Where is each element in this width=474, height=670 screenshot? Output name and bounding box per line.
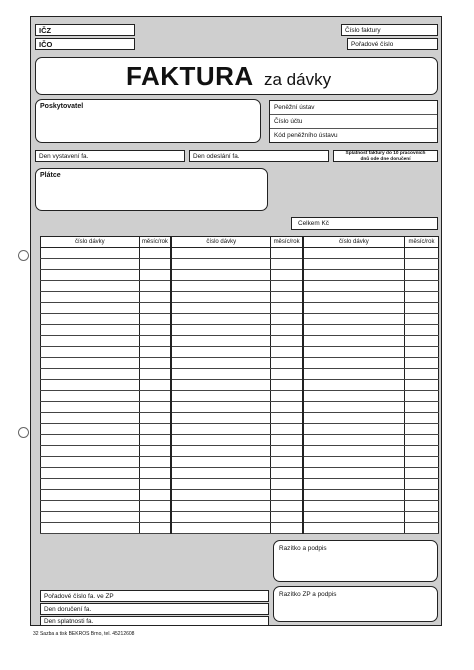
month-year-cell[interactable] <box>404 468 438 479</box>
month-year-cell[interactable] <box>404 325 438 336</box>
batch-number-cell[interactable] <box>303 413 405 424</box>
month-year-cell[interactable] <box>139 523 171 534</box>
month-year-cell[interactable] <box>404 435 438 446</box>
batch-number-cell[interactable] <box>41 292 140 303</box>
month-year-cell[interactable] <box>404 490 438 501</box>
issue-date-label: Den vystavení fa. <box>39 153 89 160</box>
table-row <box>41 468 439 479</box>
month-year-cell[interactable] <box>404 336 438 347</box>
month-year-cell[interactable] <box>404 347 438 358</box>
zp-stamp-box[interactable] <box>273 586 438 622</box>
batch-number-cell[interactable] <box>303 479 405 490</box>
table-row <box>41 391 439 402</box>
title-box <box>35 57 438 95</box>
month-year-cell[interactable] <box>404 281 438 292</box>
month-year-cell[interactable] <box>139 292 171 303</box>
month-year-cell[interactable] <box>139 391 171 402</box>
batch-number-cell[interactable] <box>171 270 271 281</box>
month-year-cell[interactable] <box>271 314 303 325</box>
month-year-cell[interactable] <box>404 402 438 413</box>
batch-number-cell[interactable] <box>41 490 140 501</box>
due-date-field[interactable] <box>40 616 269 626</box>
supplier-box[interactable] <box>35 99 261 143</box>
batch-number-cell[interactable] <box>41 336 140 347</box>
month-year-cell[interactable] <box>139 424 171 435</box>
month-year-cell[interactable] <box>404 292 438 303</box>
month-year-cell[interactable] <box>271 259 303 270</box>
table-row <box>41 248 439 259</box>
zp-sequence-label: Pořadové číslo fa. ve ZP <box>44 593 114 600</box>
sequence-number-field[interactable] <box>347 38 438 50</box>
table-row <box>41 270 439 281</box>
month-year-cell[interactable] <box>139 347 171 358</box>
month-year-cell[interactable] <box>139 358 171 369</box>
batch-number-cell[interactable] <box>303 314 405 325</box>
batch-number-cell[interactable] <box>303 501 405 512</box>
batch-number-cell[interactable] <box>171 413 271 424</box>
month-year-cell[interactable] <box>271 358 303 369</box>
batch-number-cell[interactable] <box>171 281 271 292</box>
month-year-cell[interactable] <box>271 435 303 446</box>
batch-number-cell[interactable] <box>41 468 140 479</box>
batch-number-cell[interactable] <box>171 424 271 435</box>
batch-number-cell[interactable] <box>41 281 140 292</box>
month-year-cell[interactable] <box>139 303 171 314</box>
month-year-cell[interactable] <box>139 281 171 292</box>
month-year-cell[interactable] <box>404 314 438 325</box>
month-year-cell[interactable] <box>139 501 171 512</box>
batch-number-cell[interactable] <box>171 358 271 369</box>
batch-number-cell[interactable] <box>303 446 405 457</box>
batch-number-cell[interactable] <box>41 248 140 259</box>
batch-number-cell[interactable] <box>303 248 405 259</box>
month-year-cell[interactable] <box>271 281 303 292</box>
batch-number-cell[interactable] <box>41 369 140 380</box>
sequence-number-label: Pořadové číslo <box>351 41 394 48</box>
due-note <box>334 151 437 162</box>
icz-label: IČZ <box>39 26 52 35</box>
batch-number-cell[interactable] <box>171 468 271 479</box>
table-row <box>41 479 439 490</box>
batch-number-cell[interactable] <box>171 380 271 391</box>
due-note-line2: dnů ode dne doručení <box>360 156 411 162</box>
batch-number-cell[interactable] <box>171 457 271 468</box>
month-year-cell[interactable] <box>271 303 303 314</box>
table-row <box>41 314 439 325</box>
batch-number-cell[interactable] <box>171 303 271 314</box>
month-year-cell[interactable] <box>271 446 303 457</box>
month-year-cell[interactable] <box>404 270 438 281</box>
month-year-cell[interactable] <box>271 336 303 347</box>
batch-number-cell[interactable] <box>41 479 140 490</box>
bank-info-box <box>269 100 438 143</box>
month-year-cell[interactable] <box>404 259 438 270</box>
month-year-cell[interactable] <box>271 424 303 435</box>
month-year-cell[interactable] <box>139 435 171 446</box>
invoice-number-label: Číslo faktury <box>345 27 381 34</box>
batch-number-cell[interactable] <box>171 490 271 501</box>
sent-date-field[interactable] <box>189 150 329 162</box>
month-year-cell[interactable] <box>139 413 171 424</box>
batch-number-cell[interactable] <box>41 435 140 446</box>
table-row <box>41 380 439 391</box>
due-note-line1: Splatnost faktury do 10 pracovních <box>345 151 426 156</box>
stamp-label: Razítko a podpis <box>279 545 327 552</box>
sent-date-label: Den odeslání fa. <box>193 153 240 160</box>
ico-field[interactable] <box>35 38 135 50</box>
account-label: Číslo účtu <box>274 118 303 125</box>
month-year-cell[interactable] <box>404 248 438 259</box>
batch-number-cell[interactable] <box>303 424 405 435</box>
zp-stamp-label: Razítko ZP a podpis <box>279 591 337 598</box>
batch-number-cell[interactable] <box>171 501 271 512</box>
batch-number-cell[interactable] <box>171 523 271 534</box>
batch-number-cell[interactable] <box>41 303 140 314</box>
batch-number-cell[interactable] <box>41 358 140 369</box>
batch-number-cell[interactable] <box>303 358 405 369</box>
batch-number-cell[interactable] <box>303 490 405 501</box>
month-year-cell[interactable] <box>139 248 171 259</box>
batch-number-cell[interactable] <box>303 281 405 292</box>
month-year-cell[interactable] <box>271 369 303 380</box>
print-note: 32 Sazba a tisk BEKROS Brno, tel. 45212608 <box>33 631 135 637</box>
month-year-cell[interactable] <box>139 314 171 325</box>
table-row <box>41 457 439 468</box>
batch-number-cell[interactable] <box>171 336 271 347</box>
header-batch-number-1: číslo dávky <box>41 237 140 248</box>
batch-table <box>40 236 439 534</box>
batch-number-cell[interactable] <box>171 446 271 457</box>
stamp-box[interactable] <box>273 540 438 582</box>
title-sub: za dávky <box>264 70 332 89</box>
batch-number-cell[interactable] <box>171 391 271 402</box>
table-row <box>41 292 439 303</box>
month-year-cell[interactable] <box>404 369 438 380</box>
delivery-date-field[interactable] <box>40 603 269 615</box>
month-year-cell[interactable] <box>271 380 303 391</box>
batch-number-cell[interactable] <box>303 292 405 303</box>
month-year-cell[interactable] <box>139 512 171 523</box>
batch-number-cell[interactable] <box>303 369 405 380</box>
month-year-cell[interactable] <box>271 347 303 358</box>
month-year-cell[interactable] <box>404 501 438 512</box>
month-year-cell[interactable] <box>271 292 303 303</box>
batch-number-cell[interactable] <box>303 523 405 534</box>
month-year-cell[interactable] <box>139 457 171 468</box>
table-row <box>41 501 439 512</box>
table-row <box>41 347 439 358</box>
zp-sequence-field[interactable] <box>40 590 269 602</box>
month-year-cell[interactable] <box>271 523 303 534</box>
month-year-cell[interactable] <box>404 391 438 402</box>
batch-number-cell[interactable] <box>303 336 405 347</box>
month-year-cell[interactable] <box>271 402 303 413</box>
batch-number-cell[interactable] <box>303 457 405 468</box>
month-year-cell[interactable] <box>404 358 438 369</box>
batch-number-cell[interactable] <box>41 402 140 413</box>
bank-code-row[interactable] <box>270 129 437 142</box>
batch-number-cell[interactable] <box>171 479 271 490</box>
invoice-form <box>30 16 442 626</box>
month-year-cell[interactable] <box>139 336 171 347</box>
month-year-cell[interactable] <box>271 270 303 281</box>
batch-number-cell[interactable] <box>41 413 140 424</box>
month-year-cell[interactable] <box>271 468 303 479</box>
month-year-cell[interactable] <box>271 391 303 402</box>
table-row <box>41 435 439 446</box>
delivery-date-label: Den doručení fa. <box>44 606 92 613</box>
table-row <box>41 369 439 380</box>
batch-number-cell[interactable] <box>41 259 140 270</box>
batch-number-cell[interactable] <box>171 325 271 336</box>
batch-number-cell[interactable] <box>303 512 405 523</box>
table-row <box>41 446 439 457</box>
batch-number-cell[interactable] <box>303 325 405 336</box>
month-year-cell[interactable] <box>404 380 438 391</box>
title-main: FAKTURA <box>126 61 254 91</box>
table-row <box>41 490 439 501</box>
table-row <box>41 512 439 523</box>
batch-number-cell[interactable] <box>171 248 271 259</box>
batch-number-cell[interactable] <box>41 457 140 468</box>
header-month-year-1: měsíc/rok <box>139 237 171 248</box>
table-row <box>41 259 439 270</box>
batch-number-cell[interactable] <box>171 402 271 413</box>
month-year-cell[interactable] <box>139 446 171 457</box>
bank-code-label: Kód peněžního ústavu <box>274 132 338 139</box>
batch-number-cell[interactable] <box>303 468 405 479</box>
batch-number-cell[interactable] <box>41 446 140 457</box>
issue-date-field[interactable] <box>35 150 185 162</box>
batch-number-cell[interactable] <box>41 380 140 391</box>
batch-number-cell[interactable] <box>303 391 405 402</box>
table-row <box>41 413 439 424</box>
month-year-cell[interactable] <box>139 369 171 380</box>
month-year-cell[interactable] <box>271 479 303 490</box>
month-year-cell[interactable] <box>139 479 171 490</box>
invoice-number-field[interactable] <box>341 24 438 36</box>
batch-number-cell[interactable] <box>171 292 271 303</box>
month-year-cell[interactable] <box>139 270 171 281</box>
month-year-cell[interactable] <box>404 446 438 457</box>
month-year-cell[interactable] <box>404 523 438 534</box>
batch-number-cell[interactable] <box>41 501 140 512</box>
total-field[interactable] <box>291 217 438 230</box>
account-row[interactable] <box>270 115 437 129</box>
batch-number-cell[interactable] <box>41 391 140 402</box>
punch-hole-bottom <box>18 427 29 438</box>
month-year-cell[interactable] <box>271 248 303 259</box>
header-batch-number-3: číslo dávky <box>303 237 405 248</box>
header-month-year-2: měsíc/rok <box>271 237 303 248</box>
month-year-cell[interactable] <box>271 490 303 501</box>
payer-box[interactable] <box>35 168 268 211</box>
payer-label: Plátce <box>40 172 61 179</box>
month-year-cell[interactable] <box>139 468 171 479</box>
batch-table-header <box>41 237 439 248</box>
batch-number-cell[interactable] <box>171 435 271 446</box>
table-row <box>41 336 439 347</box>
table-row <box>41 523 439 534</box>
month-year-cell[interactable] <box>271 501 303 512</box>
month-year-cell[interactable] <box>139 490 171 501</box>
punch-hole-top <box>18 250 29 261</box>
batch-number-cell[interactable] <box>171 347 271 358</box>
month-year-cell[interactable] <box>271 413 303 424</box>
batch-number-cell[interactable] <box>41 270 140 281</box>
month-year-cell[interactable] <box>404 303 438 314</box>
total-label: Celkem Kč <box>298 220 329 227</box>
batch-number-cell[interactable] <box>41 347 140 358</box>
bank-row[interactable] <box>270 101 437 115</box>
batch-number-cell[interactable] <box>303 435 405 446</box>
ico-label: IČO <box>39 40 53 49</box>
month-year-cell[interactable] <box>139 325 171 336</box>
month-year-cell[interactable] <box>139 402 171 413</box>
table-row <box>41 303 439 314</box>
batch-number-cell[interactable] <box>171 369 271 380</box>
due-date-label: Den splatnosti fa. <box>44 618 94 625</box>
batch-number-cell[interactable] <box>41 325 140 336</box>
month-year-cell[interactable] <box>271 512 303 523</box>
table-row <box>41 358 439 369</box>
month-year-cell[interactable] <box>404 457 438 468</box>
batch-number-cell[interactable] <box>303 380 405 391</box>
due-note-box <box>333 150 438 162</box>
table-row <box>41 424 439 435</box>
batch-number-cell[interactable] <box>303 347 405 358</box>
header-month-year-3: měsíc/rok <box>404 237 438 248</box>
month-year-cell[interactable] <box>271 457 303 468</box>
month-year-cell[interactable] <box>404 512 438 523</box>
batch-number-cell[interactable] <box>41 512 140 523</box>
table-row <box>41 402 439 413</box>
month-year-cell[interactable] <box>404 413 438 424</box>
table-row <box>41 325 439 336</box>
batch-number-cell[interactable] <box>303 259 405 270</box>
header-batch-number-2: číslo dávky <box>171 237 271 248</box>
batch-number-cell[interactable] <box>303 303 405 314</box>
icz-field[interactable] <box>35 24 135 36</box>
month-year-cell[interactable] <box>139 380 171 391</box>
table-row <box>41 281 439 292</box>
bank-label: Peněžní ústav <box>274 104 315 111</box>
supplier-label: Poskytovatel <box>40 103 84 110</box>
month-year-cell[interactable] <box>404 479 438 490</box>
batch-number-cell[interactable] <box>303 402 405 413</box>
month-year-cell[interactable] <box>271 325 303 336</box>
batch-number-cell[interactable] <box>41 314 140 325</box>
batch-number-cell[interactable] <box>171 314 271 325</box>
batch-number-cell[interactable] <box>41 424 140 435</box>
batch-number-cell[interactable] <box>171 259 271 270</box>
batch-number-cell[interactable] <box>41 523 140 534</box>
month-year-cell[interactable] <box>139 259 171 270</box>
month-year-cell[interactable] <box>404 424 438 435</box>
batch-number-cell[interactable] <box>303 270 405 281</box>
batch-number-cell[interactable] <box>171 512 271 523</box>
